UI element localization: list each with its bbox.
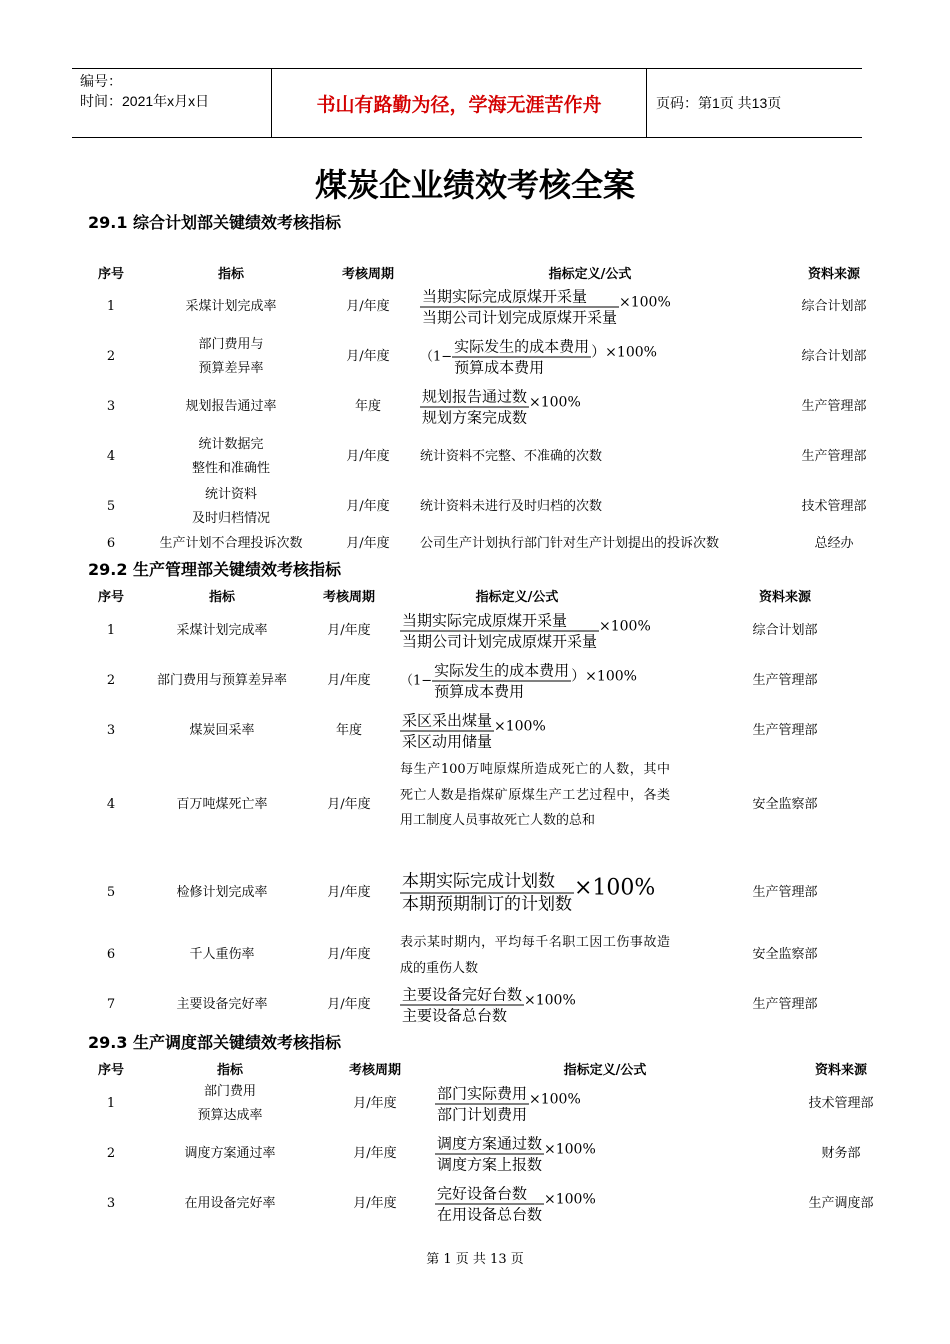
data-source: 生产管理部 <box>752 997 818 1012</box>
row-number: 1 <box>106 623 116 638</box>
formula-denominator: 当期公司计划完成原煤开采量 <box>402 632 598 651</box>
indicator-line: 规划报告通过率 <box>185 399 277 414</box>
row-number: 3 <box>106 1196 116 1211</box>
indicator-line: 采煤计划完成率 <box>176 623 268 638</box>
indicator-line: 检修计划完成率 <box>176 885 268 900</box>
data-source: 安全监察部 <box>752 947 818 962</box>
indicator-name <box>184 1192 275 1216</box>
formula-fraction <box>435 1184 544 1225</box>
indicator-definition: 统计资料未进行及时归档的次数 <box>420 499 603 514</box>
formula-denominator: 本期预期制订的计划数 <box>402 894 572 915</box>
data-source: 总经办 <box>814 536 854 551</box>
indicator-name <box>192 483 270 531</box>
assessment-period: 年度 <box>335 723 363 738</box>
section-heading: 29.1 综合计划部关键绩效考核指标 <box>88 213 342 232</box>
column-header: 资料来源 <box>807 267 861 282</box>
indicator-formula <box>400 611 651 652</box>
formula-denominator: 预算成本费用 <box>454 358 545 377</box>
formula-numerator: 调度方案通过数 <box>437 1134 543 1153</box>
formula-fraction <box>435 1084 529 1125</box>
indicator-formula <box>420 387 581 428</box>
assessment-period: 月/年度 <box>327 673 371 688</box>
row-number: 4 <box>106 449 116 464</box>
indicator-formula <box>435 1134 596 1175</box>
formula-multiplier: ×100% <box>524 992 576 1008</box>
column-header: 指标 <box>208 590 236 605</box>
column-header: 指标定义/公式 <box>475 590 559 605</box>
time-label: 时间：2021年x月x日 <box>80 93 210 109</box>
indicator-name <box>189 719 254 743</box>
assessment-period: 月/年度 <box>346 449 390 464</box>
formula-denominator: 主要设备总台数 <box>402 1006 508 1025</box>
data-source: 安全监察部 <box>752 797 818 812</box>
formula-fraction <box>420 287 619 328</box>
indicator-line: 部门费用与 <box>198 337 264 352</box>
assessment-period: 月/年度 <box>353 1096 397 1111</box>
formula-numerator: 主要设备完好台数 <box>402 985 523 1004</box>
formula-denominator: 预算成本费用 <box>434 682 525 701</box>
column-header: 考核周期 <box>322 590 376 605</box>
indicator-line: 及时归档情况 <box>191 511 271 526</box>
formula-fraction <box>420 387 529 428</box>
formula-numerator: 采区采出煤量 <box>402 711 493 730</box>
column-header: 指标 <box>216 1063 244 1078</box>
indicator-line: 生产计划不合理投诉次数 <box>159 536 303 551</box>
row-number: 1 <box>106 299 116 314</box>
indicator-formula <box>400 985 576 1026</box>
row-number: 5 <box>106 885 116 900</box>
indicator-line: 主要设备完好率 <box>176 997 268 1012</box>
assessment-period: 月/年度 <box>327 947 371 962</box>
formula-fraction <box>452 337 591 378</box>
assessment-period: 月/年度 <box>346 299 390 314</box>
row-number: 6 <box>106 536 116 551</box>
formula-fraction <box>435 1134 544 1175</box>
header-meta <box>72 69 272 137</box>
row-number: 2 <box>106 1146 116 1161</box>
data-source: 生产管理部 <box>752 673 818 688</box>
indicator-name <box>176 881 267 905</box>
formula-fraction <box>400 611 599 652</box>
data-source: 技术管理部 <box>801 499 867 514</box>
column-header: 指标定义/公式 <box>563 1063 647 1078</box>
formula-numerator: 本期实际完成计划数 <box>400 871 574 894</box>
assessment-period: 月/年度 <box>346 499 390 514</box>
indicator-name <box>192 433 270 481</box>
formula-multiplier: ×100% <box>544 1141 596 1157</box>
formula-denominator: 部门计划费用 <box>437 1105 528 1124</box>
data-source: 财务部 <box>821 1146 861 1161</box>
indicator-formula <box>435 1184 596 1225</box>
formula-multiplier: ×100% <box>544 1191 596 1207</box>
column-header: 序号 <box>97 590 125 605</box>
formula-numerator: 部门实际费用 <box>437 1084 528 1103</box>
formula-multiplier: ）×100% <box>571 668 637 684</box>
formula-fraction <box>400 711 494 752</box>
row-number: 7 <box>106 997 116 1012</box>
formula-prefix: （1− <box>420 349 453 364</box>
assessment-period: 月/年度 <box>346 349 390 364</box>
indicator-formula <box>400 661 637 702</box>
formula-multiplier: ×100% <box>599 618 651 634</box>
row-number: 3 <box>106 723 116 738</box>
indicator-line: 统计资料 <box>204 487 258 502</box>
row-number: 6 <box>106 947 116 962</box>
column-header: 序号 <box>97 1063 125 1078</box>
indicator-name <box>189 943 254 967</box>
indicator-name <box>185 295 276 319</box>
formula-multiplier: ）×100% <box>591 344 657 360</box>
column-header: 考核周期 <box>348 1063 402 1078</box>
data-source: 生产调度部 <box>808 1196 874 1211</box>
indicator-line: 预算达成率 <box>197 1108 263 1123</box>
indicator-line: 部门费用与预算差异率 <box>156 673 288 688</box>
formula-numerator: 当期实际完成原煤开采量 <box>400 611 599 632</box>
formula-prefix: （1− <box>400 673 433 688</box>
indicator-name <box>185 395 276 419</box>
data-source: 综合计划部 <box>752 623 818 638</box>
formula-denominator: 采区动用储量 <box>402 732 493 751</box>
data-source: 技术管理部 <box>808 1096 874 1111</box>
formula-denominator: 当期公司计划完成原煤开采量 <box>422 308 618 327</box>
data-source: 生产管理部 <box>752 723 818 738</box>
indicator-line: 千人重伤率 <box>189 947 255 962</box>
indicator-name <box>176 619 267 643</box>
indicator-name <box>157 669 287 693</box>
formula-numerator: 完好设备台数 <box>435 1184 544 1205</box>
page-footer: 第 1 页 共 13 页 <box>426 1252 524 1267</box>
indicator-formula <box>400 871 655 916</box>
row-number: 4 <box>106 797 116 812</box>
formula-fraction <box>400 985 524 1026</box>
data-source: 综合计划部 <box>801 299 867 314</box>
indicator-name <box>176 993 267 1017</box>
column-header: 指标 <box>217 267 245 282</box>
indicator-formula <box>420 287 671 328</box>
motto: 书山有路勤为径，学海无涯苦作舟 <box>272 69 647 137</box>
indicator-line: 调度方案通过率 <box>184 1146 276 1161</box>
formula-multiplier: ×100% <box>619 294 671 310</box>
assessment-period: 月/年度 <box>346 536 390 551</box>
indicator-definition: 统计资料不完整、不准确的次数 <box>420 449 603 464</box>
indicator-name <box>198 333 263 381</box>
column-header: 资料来源 <box>814 1063 868 1078</box>
formula-numerator: 规划报告通过数 <box>422 387 528 406</box>
assessment-period: 月/年度 <box>353 1196 397 1211</box>
indicator-definition: 表示某时期内，平均每千名职工因工伤事故造成的重伤人数 <box>400 935 670 976</box>
formula-numerator: 当期实际完成原煤开采量 <box>420 287 619 308</box>
indicator-line: 百万吨煤死亡率 <box>176 797 268 812</box>
formula-denominator: 在用设备总台数 <box>437 1205 543 1224</box>
formula-multiplier: ×100% <box>529 394 581 410</box>
formula-denominator: 调度方案上报数 <box>437 1155 543 1174</box>
indicator-name <box>176 793 267 817</box>
formula-multiplier: ×100% <box>574 875 656 900</box>
column-header: 资料来源 <box>758 590 812 605</box>
number-label: 编号： <box>80 73 122 89</box>
section-heading: 29.3 生产调度部关键绩效考核指标 <box>88 1033 342 1052</box>
indicator-definition: 公司生产计划执行部门针对生产计划提出的投诉次数 <box>420 536 720 551</box>
indicator-line: 采煤计划完成率 <box>185 299 277 314</box>
formula-fraction <box>432 661 571 702</box>
indicator-line: 煤炭回采率 <box>189 723 255 738</box>
indicator-line: 部门费用 <box>203 1084 257 1099</box>
column-header: 考核周期 <box>341 267 395 282</box>
row-number: 2 <box>106 349 116 364</box>
indicator-formula <box>435 1084 581 1125</box>
formula-multiplier: ×100% <box>529 1091 581 1107</box>
indicator-name <box>197 1080 262 1128</box>
indicator-line: 整性和准确性 <box>191 461 271 476</box>
indicator-formula <box>400 711 546 752</box>
indicator-line: 在用设备完好率 <box>184 1196 276 1211</box>
row-number: 3 <box>106 399 116 414</box>
data-source: 综合计划部 <box>801 349 867 364</box>
page-header <box>72 68 862 138</box>
formula-fraction <box>400 871 574 916</box>
assessment-period: 月/年度 <box>327 885 371 900</box>
document-title: 煤炭企业绩效考核全案 <box>314 166 635 204</box>
indicator-formula <box>420 337 657 378</box>
row-number: 2 <box>106 673 116 688</box>
column-header: 指标定义/公式 <box>548 267 632 282</box>
column-header: 序号 <box>97 267 125 282</box>
formula-numerator: 实际发生的成本费用 <box>434 661 570 680</box>
row-number: 1 <box>106 1096 116 1111</box>
formula-denominator: 规划方案完成数 <box>422 408 528 427</box>
assessment-period: 月/年度 <box>327 997 371 1012</box>
indicator-line: 统计数据完 <box>198 437 264 452</box>
indicator-definition: 每生产100万吨原煤所造成死亡的人数，其中死亡人数是指煤矿原煤生产工艺过程中，各类用工制度人员事故死亡人数的总和 <box>400 762 670 828</box>
data-source: 生产管理部 <box>801 449 867 464</box>
assessment-period: 月/年度 <box>353 1146 397 1161</box>
indicator-name <box>184 1142 275 1166</box>
section-heading: 29.2 生产管理部关键绩效考核指标 <box>88 560 342 579</box>
indicator-line: 预算差异率 <box>198 361 264 376</box>
row-number: 5 <box>106 499 116 514</box>
assessment-period: 年度 <box>354 399 382 414</box>
page-info: 页码：第1页 共13页 <box>656 95 782 111</box>
assessment-period: 月/年度 <box>327 623 371 638</box>
formula-numerator: 实际发生的成本费用 <box>454 337 590 356</box>
indicator-name <box>159 532 302 556</box>
assessment-period: 月/年度 <box>327 797 371 812</box>
data-source: 生产管理部 <box>752 885 818 900</box>
data-source: 生产管理部 <box>801 399 867 414</box>
formula-multiplier: ×100% <box>494 718 546 734</box>
